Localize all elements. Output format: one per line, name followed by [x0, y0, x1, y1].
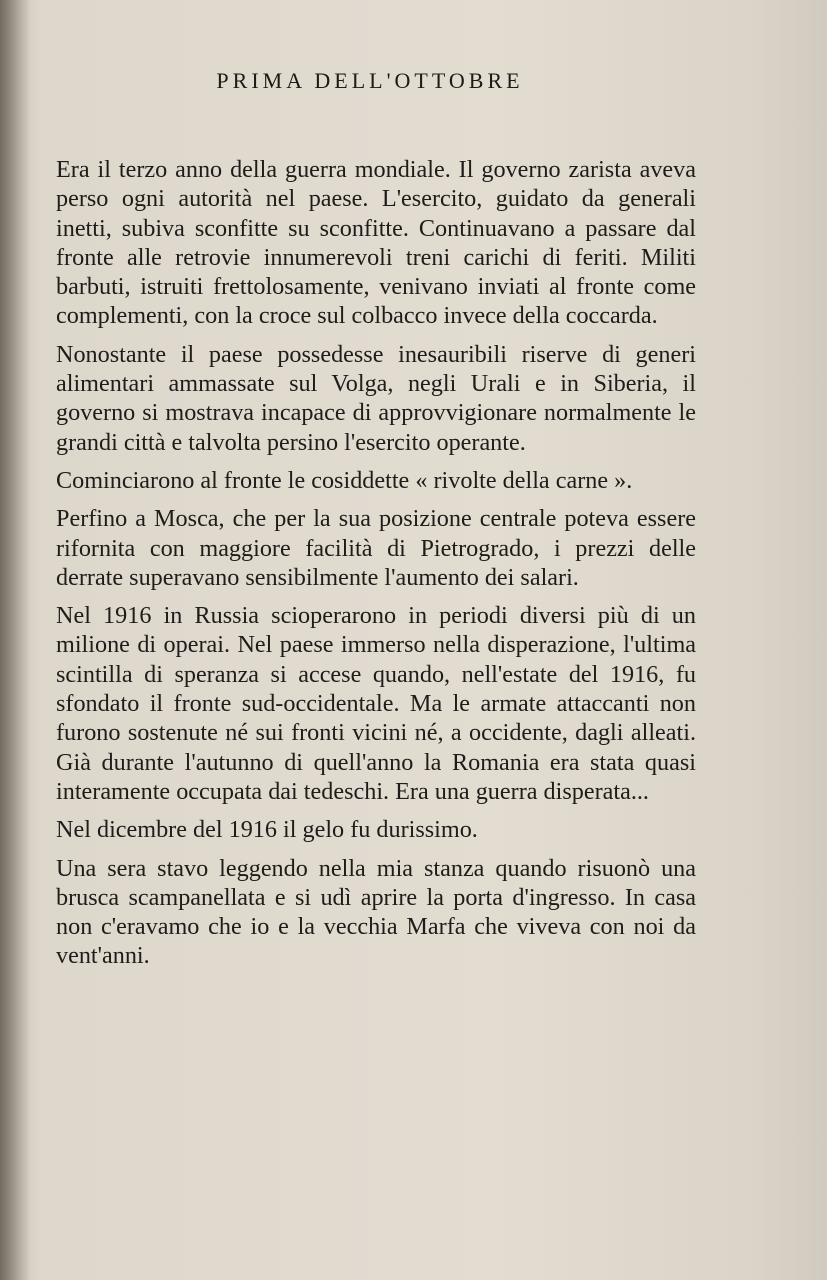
chapter-body [56, 155, 696, 980]
chapter-title: PRIMA DELL'OTTOBRE [216, 68, 524, 93]
paragraph-6: Nel dicembre del 1916 il gelo fu durissimo. [56, 816, 478, 844]
paragraph-4: Perfino a Mosca, che per la sua posizione centrale poteva essere rifornita con maggiore facilità di Pietrogrado, i prezzi delle derrate superavano sensibilmente l'aumento dei salari. [56, 505, 696, 591]
paragraph-2: Nonostante il paese possedesse inesauribili riserve di generi alimentari ammassate sul Volga, negli Urali e in Siberia, il governo si mostrava incapace di approvvigionare normalmente le grandi città e talvolta persino l'esercito operante. [56, 340, 696, 456]
page-edge-shading [757, 0, 827, 1280]
paragraph-3: Cominciarono al fronte le cosiddette « rivolte della carne ». [56, 466, 633, 494]
paragraph-1: Era il terzo anno della guerra mondiale. Il governo zarista aveva perso ogni autorità nel paese. L'esercito, guidato da generali inetti, subiva sconfitte su sconfitte. Continuavano a passare dal fronte alle retrovie innumerevoli treni carichi di feriti. Militi barbuti, istruiti frettolosamente, venivano inviati al fronte come complementi, con la croce sul colbacco invece della coccarda. [56, 156, 696, 330]
paragraph-7: Una sera stavo leggendo nella mia stanza quando risuonò una brusca scampanellata e si udì aprire la porta d'ingresso. In casa non c'eravamo che io e la vecchia Marfa che viveva con noi da vent'anni. [56, 854, 696, 970]
page-gutter-shadow [0, 0, 30, 1280]
paragraph-5: Nel 1916 in Russia scioperarono in periodi diversi più di un milione di operai. Nel paese immerso nella disperazione, l'ultima scintilla di speranza si accese quando, nell'estate del 1916, fu sfondato il fronte sud-occidentale. Ma le armate attaccanti non furono sostenute né sui fronti vicini né, a occidente, dagli alleati. Già durante l'autunno di quell'anno la Romania era stata quasi interamente occupata dai tedeschi. Era una guerra disperata... [56, 602, 696, 805]
